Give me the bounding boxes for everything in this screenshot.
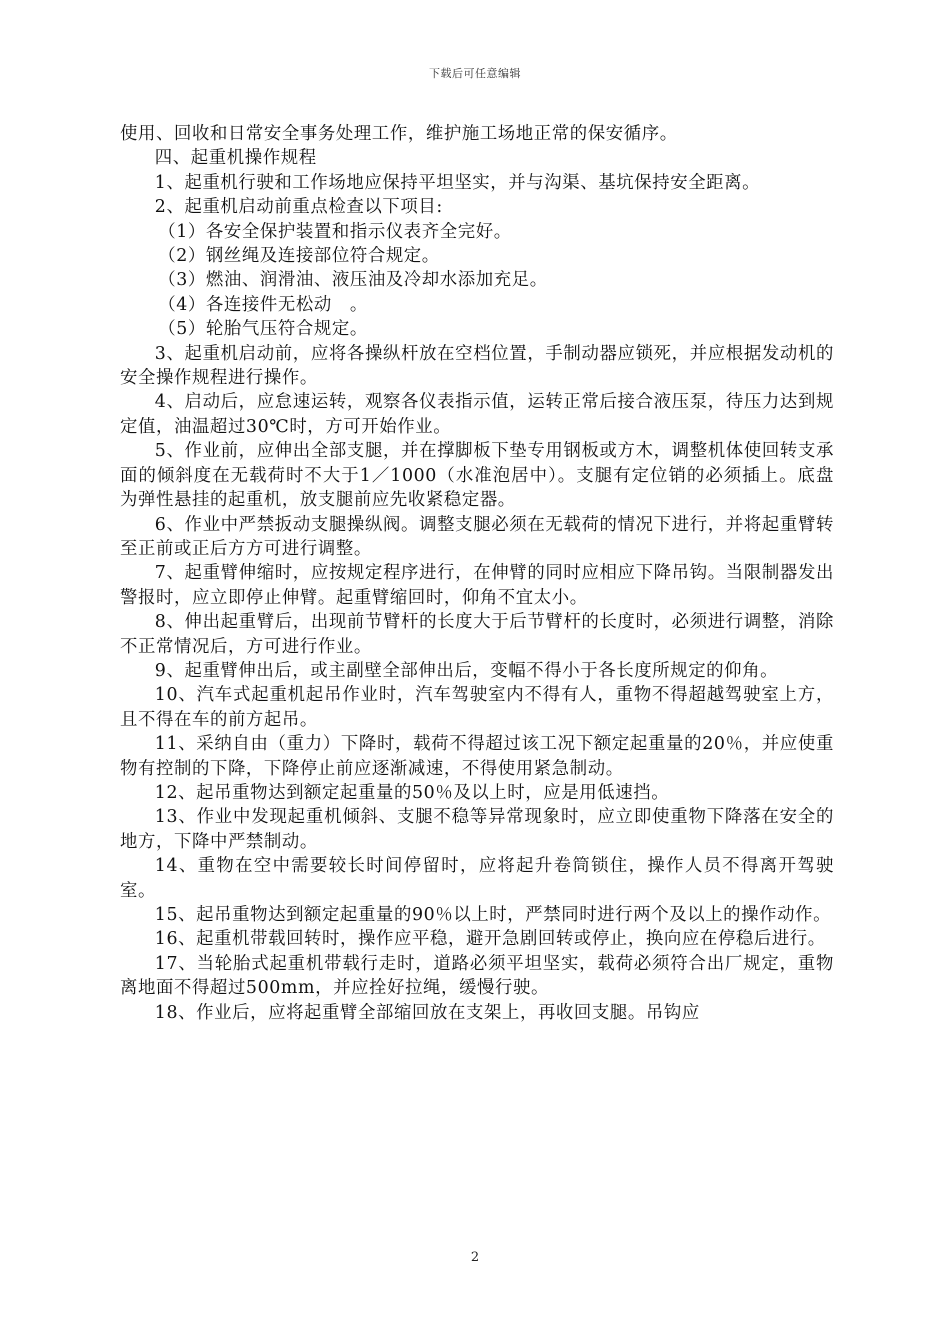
paragraph-item-3: 3、起重机启动前，应将各操纵杆放在空档位置，手制动器应锁死，并应根据发动机的安全操作规程进行操作。	[120, 343, 834, 389]
paragraph-continuation: 使用、回收和日常安全事务处理工作，维护施工场地正常的保安循序。	[120, 124, 678, 144]
paragraph-item-9: 9、起重臂伸出后，或主副壁全部伸出后，变幅不得小于各长度所规定的仰角。	[154, 660, 779, 681]
paragraph-item-10: 10、汽车式起重机起吊作业时，汽车驾驶室内不得有人，重物不得超越驾驶室上方，且不得在车的前方起吊。	[120, 685, 834, 730]
paragraph-item-16: 16、起重机带载回转时，操作应平稳，避开急剧回转或停止，换向应在停稳后进行。	[154, 929, 826, 950]
sub-item-5: （5）轮胎气压符合规定。	[158, 319, 368, 340]
paragraph-item-13: 13、作业中发现起重机倾斜、支腿不稳等异常现象时，应立即使重物下降落在安全的地方，下降中严禁制动。	[120, 807, 834, 852]
paragraph-item-4: 4、启动后，应怠速运转，观察各仪表指示值，运转正常后接合液压泵，待压力达到规定值，油温超过30℃时，方可开始作业。	[120, 392, 834, 437]
paragraph-item-17: 17、当轮胎式起重机带载行走时，道路必须平坦坚实，载荷必须符合出厂规定，重物离地面不得超过500mm，并应拴好拉绳，缓慢行驶。	[120, 953, 834, 999]
paragraph-item-8: 8、伸出起重臂后，出现前节臂杆的长度大于后节臂杆的长度时，必须进行调整，消除不正常情况后，方可进行作业。	[120, 612, 834, 657]
paragraph-item-18: 18、作业后，应将起重臂全部缩回放在支架上，再收回支腿。吊钩应	[154, 1002, 700, 1023]
paragraph-item-12: 12、起吊重物达到额定起重量的50％及以上时，应是用低速挡。	[154, 782, 670, 803]
sub-item-4: （4）各连接件无松动 。	[158, 294, 368, 315]
paragraph-item-11: 11、采纳自由（重力）下降时，载荷不得超过该工况下额定起重量的20％，并应使重物有控制的下降，下降停止前应逐渐减速，不得使用紧急制动。	[120, 734, 834, 779]
paragraph-item-14: 14、重物在空中需要较长时间停留时，应将起升卷筒锁住，操作人员不得离开驾驶室。	[120, 856, 834, 901]
document-body	[120, 122, 834, 1025]
page-number: 2	[470, 1250, 480, 1265]
paragraph-item-5: 5、作业前，应伸出全部支腿，并在撑脚板下垫专用钢板或方木，调整机体使回转支承面的倾斜度在无载荷时不大于1／1000（水准泡居中）。支腿有定位销的必须插上。底盘为弹性悬挂的起重机，放支腿前应先收紧稳定器。	[120, 441, 834, 511]
paragraph-item-15: 15、起吊重物达到额定起重量的90％以上时，严禁同时进行两个及以上的操作动作。	[154, 905, 832, 925]
sub-item-2: （2）钢丝绳及连接部位符合规定。	[158, 246, 440, 267]
section-heading: 四、起重机操作规程	[154, 148, 317, 169]
sub-item-3: （3）燃油、润滑油、液压油及冷却水添加充足。	[158, 270, 548, 291]
paragraph-item-7: 7、起重臂伸缩时，应按规定程序进行，在伸臂的同时应相应下降吊钩。当限制器发出警报时，应立即停止伸臂。起重臂缩回时，仰角不宜太小。	[120, 563, 834, 608]
paragraph-item-2: 2、起重机启动前重点检查以下项目:	[154, 197, 443, 218]
paragraph-item-6: 6、作业中严禁扳动支腿操纵阀。调整支腿必须在无载荷的情况下进行，并将起重臂转至正前或正后方方可进行调整。	[120, 514, 834, 559]
page-header: 下载后可任意编辑	[429, 67, 521, 80]
paragraph-item-1: 1、起重机行驶和工作场地应保持平坦坚实，并与沟渠、基坑保持安全距离。	[154, 172, 761, 193]
sub-item-1: （1）各安全保护装置和指示仪表齐全完好。	[158, 221, 512, 242]
